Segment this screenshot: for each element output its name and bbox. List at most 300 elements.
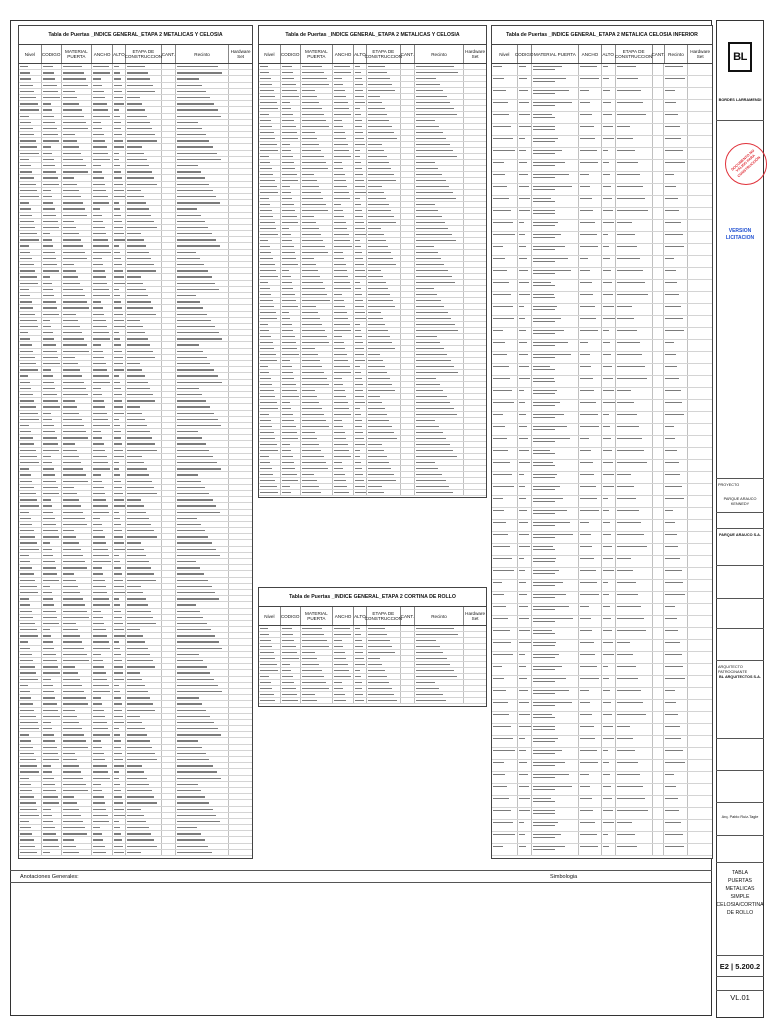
table-cell (162, 701, 176, 706)
illegible-text-mark (603, 102, 611, 103)
illegible-text-mark (282, 240, 292, 241)
table-cell (281, 298, 301, 303)
table-cell (579, 244, 602, 255)
table-row (492, 556, 712, 568)
table-cell (492, 376, 518, 387)
illegible-text-mark (533, 489, 555, 490)
table-cell (162, 664, 176, 669)
illegible-text-mark (20, 196, 39, 197)
illegible-text-mark (282, 228, 289, 229)
illegible-text-mark (20, 338, 30, 339)
illegible-text-mark (617, 426, 639, 427)
illegible-text-mark (617, 822, 632, 823)
illegible-text-mark (63, 326, 80, 327)
table-cell (367, 112, 401, 117)
table-cell (92, 70, 113, 75)
illegible-text-mark (355, 114, 361, 115)
illegible-text-mark (493, 738, 513, 739)
table-cell (126, 305, 162, 310)
table-cell (19, 250, 42, 255)
table-cell (229, 720, 252, 725)
table-cell (367, 442, 401, 447)
table-cell (62, 225, 93, 230)
illegible-text-mark (334, 306, 345, 307)
illegible-text-mark (282, 634, 293, 635)
table-cell (301, 490, 334, 495)
table-cell (162, 287, 176, 292)
illegible-text-mark (302, 468, 328, 469)
table-cell (62, 398, 93, 403)
table-cell (664, 172, 688, 183)
illegible-text-mark (63, 728, 82, 729)
illegible-text-mark (665, 414, 684, 415)
table-cell (19, 837, 42, 842)
table-cell (602, 688, 616, 699)
table-cell (367, 644, 401, 649)
table-cell (401, 220, 415, 225)
table-cell (367, 178, 401, 183)
illegible-text-mark (493, 378, 510, 379)
table-cell (126, 182, 162, 187)
illegible-text-mark (260, 294, 271, 295)
table-row (492, 328, 712, 340)
illegible-text-mark (93, 487, 104, 488)
table-cell (518, 340, 532, 351)
table-cell (176, 404, 230, 409)
illegible-text-mark (617, 846, 637, 847)
table-cell (259, 370, 281, 375)
table-cell (354, 692, 367, 697)
table-cell (92, 182, 113, 187)
illegible-text-mark (493, 306, 513, 307)
table-cell (19, 95, 42, 100)
illegible-text-mark (63, 672, 78, 673)
table-cell (367, 418, 401, 423)
table-cell (415, 202, 465, 207)
illegible-text-mark (416, 240, 456, 241)
illegible-text-mark (93, 357, 104, 358)
illegible-text-mark (282, 474, 297, 475)
table-cell (92, 491, 113, 496)
illegible-text-mark (603, 78, 609, 79)
illegible-text-mark (127, 314, 156, 315)
illegible-text-mark (127, 245, 146, 246)
table-cell (401, 674, 415, 679)
illegible-text-mark (63, 635, 80, 636)
illegible-text-mark (665, 234, 683, 235)
column-header: ALTO (354, 45, 367, 63)
table-cell (281, 692, 301, 697)
illegible-text-mark (493, 402, 514, 403)
table-cell (602, 136, 616, 147)
table-cell (259, 388, 281, 393)
illegible-text-mark (603, 210, 613, 211)
illegible-text-mark (63, 332, 82, 333)
table-cell (162, 831, 176, 836)
column-header: ANCHO (579, 45, 602, 63)
illegible-text-mark (63, 685, 82, 686)
illegible-text-mark (355, 168, 362, 169)
table-cell (664, 196, 688, 207)
table-cell (464, 106, 486, 111)
table-cell (333, 214, 354, 219)
table-cell (162, 250, 176, 255)
illegible-text-mark (43, 598, 53, 599)
table-cell (333, 304, 354, 309)
illegible-text-mark (63, 252, 85, 253)
illegible-text-mark (114, 406, 123, 407)
illegible-text-mark (493, 126, 511, 127)
table-cell (113, 794, 126, 799)
table-cell (602, 388, 616, 399)
illegible-text-mark (93, 314, 104, 315)
table-cell (126, 732, 162, 737)
illegible-text-mark (114, 524, 121, 525)
table-cell (113, 132, 126, 137)
table-cell (42, 182, 62, 187)
illegible-text-mark (334, 670, 349, 671)
table-cell (42, 404, 62, 409)
illegible-text-mark (177, 91, 206, 92)
illegible-text-mark (260, 96, 275, 97)
table-cell (602, 832, 616, 843)
table-cell (19, 708, 42, 713)
illegible-text-mark (63, 790, 88, 791)
table-row (259, 698, 486, 704)
table-cell (176, 503, 230, 508)
illegible-text-mark (533, 654, 559, 655)
illegible-text-mark (580, 558, 594, 559)
illegible-text-mark (355, 688, 362, 689)
table-cell (532, 844, 580, 855)
illegible-text-mark (114, 697, 121, 698)
illegible-text-mark (368, 294, 390, 295)
illegible-text-mark (127, 177, 154, 178)
illegible-text-mark (20, 233, 37, 234)
table-cell (229, 318, 252, 323)
illegible-text-mark (93, 839, 103, 840)
illegible-text-mark (43, 91, 58, 92)
table-cell (19, 225, 42, 230)
illegible-text-mark (93, 691, 110, 692)
illegible-text-mark (355, 162, 361, 163)
table-header (19, 45, 252, 64)
illegible-text-mark (177, 722, 214, 723)
illegible-text-mark (302, 252, 328, 253)
illegible-text-mark (177, 524, 201, 525)
illegible-text-mark (665, 630, 678, 631)
table-cell (42, 472, 62, 477)
table-row (492, 436, 712, 448)
title-block-divider (716, 835, 764, 836)
illegible-text-mark (493, 294, 511, 295)
table-cell (162, 596, 176, 601)
illegible-text-mark (260, 288, 270, 289)
table-cell (259, 334, 281, 339)
table-cell (301, 196, 334, 201)
illegible-text-mark (43, 375, 53, 376)
table-cell (333, 394, 354, 399)
table-cell (415, 316, 465, 321)
table-cell (401, 88, 415, 93)
table-cell (162, 534, 176, 539)
table-cell (464, 82, 486, 87)
table-cell (126, 83, 162, 88)
table-cell (162, 559, 176, 564)
illegible-text-mark (114, 635, 125, 636)
table-cell (19, 782, 42, 787)
table-cell (42, 745, 62, 750)
illegible-text-mark (93, 301, 101, 302)
table-cell (354, 226, 367, 231)
table-cell (19, 540, 42, 545)
illegible-text-mark (368, 426, 392, 427)
table-cell (62, 423, 93, 428)
table-cell (19, 144, 42, 149)
table-cell (126, 64, 162, 69)
table-cell (367, 698, 401, 703)
illegible-text-mark (533, 666, 562, 667)
illegible-text-mark (617, 570, 633, 571)
illegible-text-mark (416, 318, 451, 319)
table-cell (354, 136, 367, 141)
illegible-text-mark (177, 103, 214, 104)
table-cell (19, 398, 42, 403)
table-cell (464, 244, 486, 249)
illegible-text-mark (260, 688, 272, 689)
table-cell (281, 686, 301, 691)
illegible-text-mark (533, 525, 555, 526)
table-cell (19, 621, 42, 626)
illegible-text-mark (617, 798, 645, 799)
table-cell (415, 424, 465, 429)
illegible-text-mark (617, 258, 640, 259)
illegible-text-mark (93, 809, 106, 810)
illegible-text-mark (603, 690, 610, 691)
table-cell (126, 695, 162, 700)
table-cell (92, 188, 113, 193)
table-cell (518, 424, 532, 435)
table-cell (259, 142, 281, 147)
table-cell (42, 157, 62, 162)
table-cell (259, 436, 281, 441)
table-cell (301, 76, 334, 81)
table-cell (259, 490, 281, 495)
table-cell (42, 578, 62, 583)
illegible-text-mark (617, 402, 634, 403)
table-row (492, 520, 712, 532)
table-cell (532, 472, 580, 483)
illegible-text-mark (93, 654, 101, 655)
table-cell (42, 540, 62, 545)
illegible-text-mark (20, 443, 34, 444)
illegible-text-mark (43, 462, 52, 463)
table-cell (92, 528, 113, 533)
illegible-text-mark (177, 474, 198, 475)
illegible-text-mark (580, 534, 591, 535)
illegible-text-mark (368, 126, 392, 127)
table-cell (259, 154, 281, 159)
table-cell (162, 114, 176, 119)
illegible-text-mark (282, 66, 292, 67)
illegible-text-mark (43, 85, 57, 86)
table-cell (579, 592, 602, 603)
table-cell (19, 516, 42, 521)
table-cell (301, 256, 334, 261)
table-cell (62, 813, 93, 818)
illegible-text-mark (20, 252, 30, 253)
illegible-text-mark (580, 774, 589, 775)
table-cell (229, 101, 252, 106)
illegible-text-mark (63, 456, 79, 457)
table-cell (176, 683, 230, 688)
table-cell (518, 136, 532, 147)
table-cell (579, 340, 602, 351)
table-cell (162, 497, 176, 502)
illegible-text-mark (63, 375, 82, 376)
table-cell (113, 578, 126, 583)
illegible-text-mark (127, 728, 145, 729)
illegible-text-mark (177, 672, 210, 673)
table-cell (616, 304, 653, 315)
illegible-text-mark (617, 174, 640, 175)
table-cell (162, 466, 176, 471)
table-cell (333, 154, 354, 159)
illegible-text-mark (302, 66, 322, 67)
table-cell (354, 154, 367, 159)
illegible-text-mark (368, 420, 389, 421)
illegible-text-mark (580, 102, 590, 103)
illegible-text-mark (665, 258, 674, 259)
table-cell (42, 522, 62, 527)
table-cell (126, 120, 162, 125)
illegible-text-mark (127, 190, 141, 191)
illegible-text-mark (355, 646, 363, 647)
illegible-text-mark (114, 474, 120, 475)
illegible-text-mark (63, 604, 85, 605)
table-cell (333, 674, 354, 679)
illegible-text-mark (63, 796, 74, 797)
table-cell (367, 400, 401, 405)
illegible-text-mark (665, 354, 676, 355)
table-cell (664, 256, 688, 267)
table-cell (62, 182, 93, 187)
illegible-text-mark (355, 468, 362, 469)
table-cell (126, 206, 162, 211)
table-cell (259, 668, 281, 673)
illegible-text-mark (580, 234, 597, 235)
table-cell (401, 262, 415, 267)
table-cell (113, 633, 126, 638)
illegible-text-mark (63, 320, 78, 321)
illegible-text-mark (617, 270, 643, 271)
illegible-text-mark (63, 505, 81, 506)
illegible-text-mark (580, 210, 593, 211)
table-cell (162, 324, 176, 329)
table-cell (229, 83, 252, 88)
table-cell (333, 196, 354, 201)
illegible-text-mark (493, 66, 502, 67)
table-header (259, 607, 486, 626)
illegible-text-mark (617, 282, 645, 283)
table-cell (113, 831, 126, 836)
table-cell (579, 460, 602, 471)
illegible-text-mark (493, 282, 509, 283)
table-cell (415, 124, 465, 129)
illegible-text-mark (177, 852, 212, 853)
table-cell (92, 738, 113, 743)
table-cell (367, 106, 401, 111)
illegible-text-mark (533, 546, 553, 547)
table-cell (259, 430, 281, 435)
table-cell (688, 700, 712, 711)
table-cell (281, 64, 301, 69)
table-cell (579, 316, 602, 327)
illegible-text-mark (533, 801, 555, 802)
illegible-text-mark (334, 78, 342, 79)
table-cell (113, 602, 126, 607)
sheet-code: E2 | 5.200.2 (719, 962, 761, 971)
illegible-text-mark (63, 283, 80, 284)
illegible-text-mark (519, 258, 527, 259)
table-cell (113, 639, 126, 644)
table-cell (19, 435, 42, 440)
table-cell (176, 708, 230, 713)
table-cell (162, 782, 176, 787)
table-cell (415, 484, 465, 489)
table-cell (162, 547, 176, 552)
illegible-text-mark (260, 210, 272, 211)
illegible-text-mark (603, 246, 609, 247)
illegible-text-mark (43, 586, 50, 587)
table-cell (492, 184, 518, 195)
table-cell (688, 496, 712, 507)
illegible-text-mark (114, 549, 125, 550)
illegible-text-mark (368, 150, 384, 151)
illegible-text-mark (368, 240, 386, 241)
illegible-text-mark (334, 114, 351, 115)
illegible-text-mark (302, 336, 327, 337)
illegible-text-mark (93, 549, 108, 550)
table-cell (126, 596, 162, 601)
table-cell (113, 423, 126, 428)
logo-caption: BORDES LARRAMENDI (718, 98, 762, 102)
table-cell (62, 95, 93, 100)
table-cell (401, 400, 415, 405)
illegible-text-mark (334, 96, 346, 97)
illegible-text-mark (368, 156, 387, 157)
illegible-text-mark (533, 441, 555, 442)
illegible-text-mark (334, 396, 346, 397)
table-cell (162, 404, 176, 409)
table-cell (301, 88, 334, 93)
column-header: Recinto (415, 607, 464, 625)
table-cell (42, 751, 62, 756)
illegible-text-mark (580, 90, 589, 91)
table-cell (162, 151, 176, 156)
illegible-text-mark (260, 174, 273, 175)
illegible-text-mark (177, 85, 202, 86)
illegible-text-mark (177, 134, 206, 135)
table-cell (354, 680, 367, 685)
illegible-text-mark (416, 264, 444, 265)
table-cell (653, 280, 665, 291)
illegible-text-mark (617, 654, 633, 655)
table-cell (653, 220, 665, 231)
illegible-text-mark (63, 233, 79, 234)
table-cell (162, 609, 176, 614)
illegible-text-mark (617, 690, 641, 691)
